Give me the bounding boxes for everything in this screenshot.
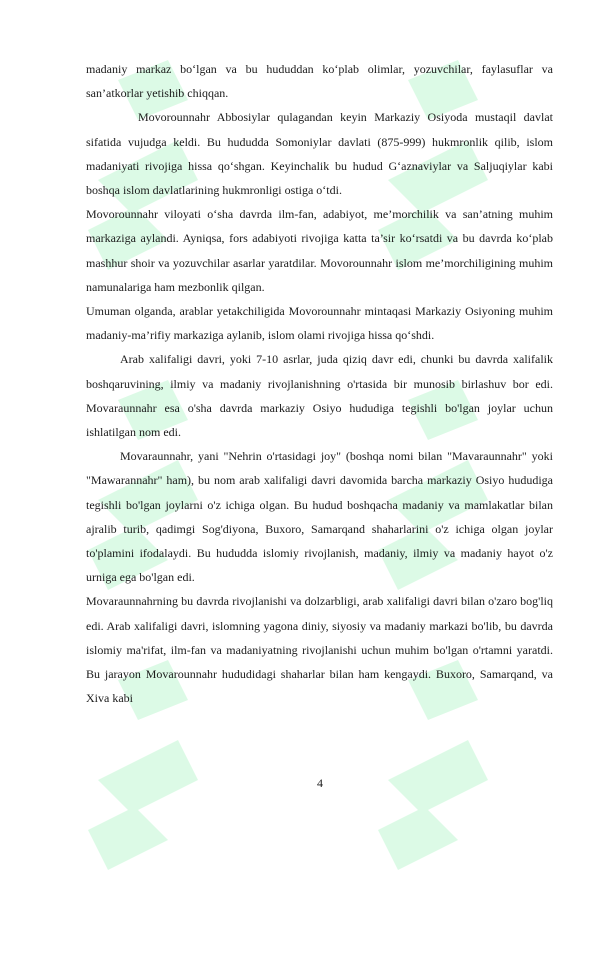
paragraph-umuman: Umuman olganda, arablar yetakchiligida Movorounnahr mintaqasi Markaziy Osiyoning muhim madaniy-ma’rifiy markaziga aylanib, islom olami rivojiga hissa qo‘shdi.: [86, 304, 553, 343]
body-text: [86, 57, 553, 710]
paragraph-continuation: madaniy markaz bo‘lgan va bu hududdan ko‘plab olimlar, yozuvchilar, faylasuflar va san’atkorlar yetishib chiqqan.: [86, 62, 553, 101]
paragraph-movaraunnahr-name: Movaraunnahr, yani "Nehrin o'rtasidagi joy" (boshqa nomi bilan "Mavaraunnahr" yoki "Mawarannahr" ham), bu nom arab xalifaligi davri davomida barcha markaziy Osiyo hududiga tegishli bo'lgan joylarni o'z ichiga olgan. Bu hudud boshqacha madaniy va mamlakatlar bilan ajralib turib, qadimgi Sog'diyona, Buxoro, Samarqand shaharlarini o'z ichiga olgan joylar to'plamini ifodalaydi. Bu hududda islomiy rivojlanish, madaniy, ilmiy va madaniy hayot o'z urniga ega bo'lgan edi.: [86, 449, 553, 585]
paragraph-somoniylar: Movorounnahr Abbosiylar qulagandan keyin Markaziy Osiyoda mustaqil davlat sifatida vujudga keldi. Bu hududda Somoniylar davlati (875-999) hukmronlik qilib, islom madaniyati rivojiga hissa qo‘shgan. Keyinchalik bu hudud G‘aznaviylar va Saljuqiylar kabi boshqa islom davlatlarining hukmronligi ostiga o‘tdi.: [86, 110, 553, 198]
paragraph-ilm-fan: Movorounnahr viloyati o‘sha davrda ilm-fan, adabiyot, me’morchilik va san’atning muhim markaziga aylandi. Ayniqsa, fors adabiyoti rivojiga katta ta’sir ko‘rsatdi va bu davrda ko‘plab mashhur shoir va yozuvchilar asarlar yaratdilar. Movorounnahr islom me’morchiligining muhim namunalariga ham mezbonlik qilgan.: [86, 207, 553, 294]
page-number: 4: [317, 776, 323, 790]
paragraph-rivojlanish: Movaraunnahrning bu davrda rivojlanishi va dolzarbligi, arab xalifaligi davri bilan o'zaro bog'liq edi. Arab xalifaligi davri, islomning yagona diniy, siyosiy va madaniy markazi bo'lib, bu davrda islomiy ma'rifat, ilm-fan va madaniyatning rivojlanishi uchun muhim bo'lgan o'rtamni yaratdi. Bu jarayon Movarounnahr hududidagi shaharlar bilan ham kengaydi. Buxoro, Samarqand, va Xiva kabi: [86, 594, 553, 706]
paragraph-arab-xalifaligi: Arab xalifaligi davri, yoki 7-10 asrlar, juda qiziq davr edi, chunki bu davrda xalifalik boshqaruvining, ilmiy va madaniy rivojlanishning o'rtasida bir munosib birlashuv bor edi. Movaraunnahr esa o'sha davrda markaziy Osiyo hududiga tegishli bo'lgan joylar uchun ishlatilgan nom edi.: [86, 352, 553, 440]
